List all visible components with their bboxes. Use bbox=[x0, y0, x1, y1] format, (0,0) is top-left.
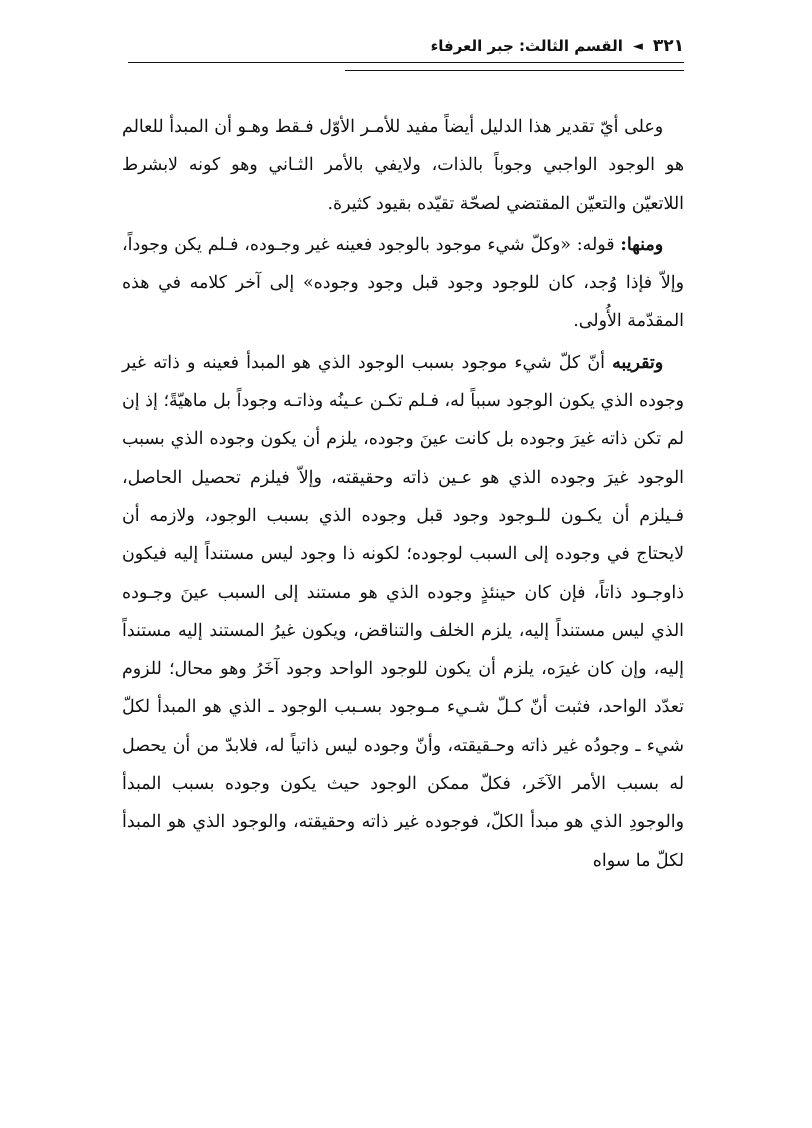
paragraph-1 bbox=[122, 108, 684, 223]
header-rule-thin bbox=[345, 70, 684, 71]
running-header bbox=[128, 34, 684, 58]
paragraph-text: وعلى أيّ تقدير هذا الدليل أيضاً مفيد للأمـر الأوّل فـقط وهـو أن المبدأ للعالم هو الوجود الواجبي وجوباً بالذات، ولايفي بالأمر الثـاني وهو كونه لابشرط اللاتعيّن والتعيّن المقتضي لصحّة تقيّده بقيود كثيرة. bbox=[122, 117, 684, 214]
section-title: القسم الثالث: جبر العرفاء bbox=[430, 37, 623, 55]
paragraph-lead: وتقريبه bbox=[612, 352, 664, 373]
paragraph-text: أنّ كلّ شيء موجود بسبب الوجود الذي هو المبدأ فعينه و ذاته غير وجوده الذي يكون الوجود سبباً له، فـلم تكـن عـينُه وذاتـه وجوداً بل ماهيّةً؛ إذ إن لم تكن ذاته غيرَ وجوده بل كانت عينَ وجوده، يلزم أن يكون وجوده الذي بسبب الوجود غيرَ وجوده الذي هو عـين ذاته وحقيقته، وإلاّ فيلزم تحصيل الحاصل، فـيلزم أن يكـون للـوجود وجود قبل وجوده الذي بسبب الوجود، ولازمه أن لايحتاج في وجوده إلى السبب لوجوده؛ لكونه ذا وجود ليس مستنداً إليه فيكون ذاوجـود ذاتاً، فإن كان حينئذٍ وجوده الذي هو مستند إلى السبب عينَ وجـوده الذي ليس مستنداً إليه، يلزم الخلف والتناقض، ويكون غيرُ المستند إليه مستنداً إليه، وإن كان غيرَه، يلزم أن يكون للوجود الواحد وجود آخَرُ وهو محال؛ للزوم تعدّد الواحد، فثبت أنّ كـلّ شـيء مـوجود بسـبب الوجود ـ الذي هو المبدأ لكلّ شيء ـ وجودُه غير ذاته وحـقيقته، وأنّ وجوده ليس ذاتياً له، فلابدّ من أن يحصل له بسبب الأمر الآخَر، فكلّ ممكن الوجود حيث يكون وجوده بسبب المبدأ والوجودِ الذي هو مبدأ الكلّ، فوجوده غير ذاته وحقيقته، والوجود الذي هو المبدأ لكلّ ما سواه bbox=[122, 352, 684, 871]
page-number: ٣٢١ bbox=[652, 36, 684, 56]
arrow-left-icon: ◄ bbox=[632, 38, 643, 54]
paragraph-3 bbox=[122, 344, 684, 880]
paragraph-text: قوله: «وكلّ شيء موجود بالوجود فعينه غير وجـوده، فـلم يكن وجوداً، وإلاّ فإذا وُجد، كان للوجود وجود قبل وجود وجوده» إلى آخر كلامه في هذه المقدّمة الأُولى. bbox=[122, 234, 684, 332]
paragraph-2 bbox=[122, 226, 684, 341]
header-rule-thick bbox=[128, 62, 684, 63]
body-text bbox=[122, 108, 684, 880]
paragraph-lead: ومنها: bbox=[620, 234, 664, 255]
